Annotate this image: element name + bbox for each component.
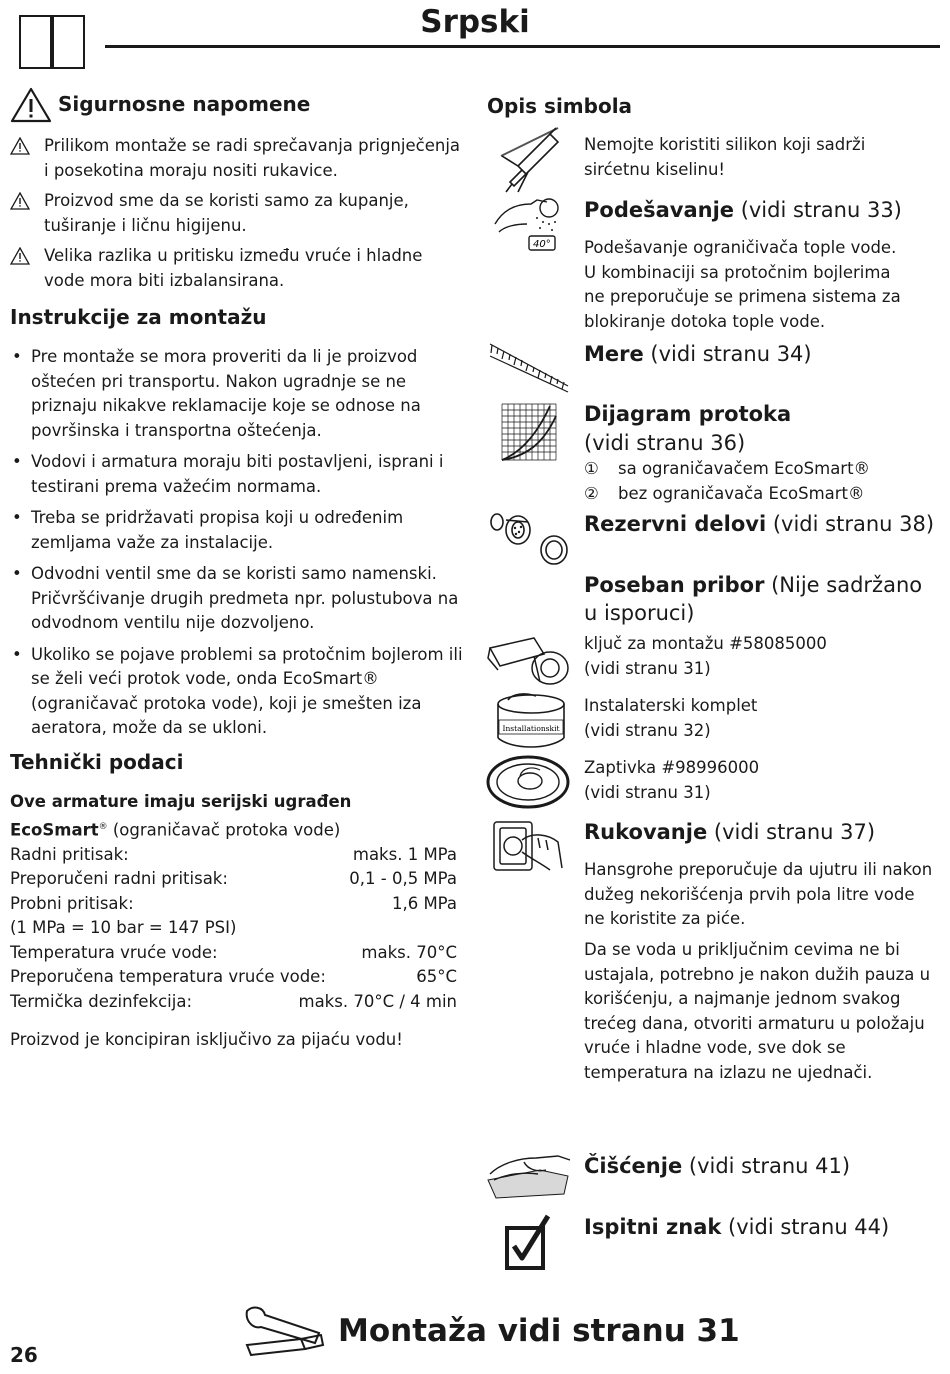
warning-icon [10,247,30,265]
symbols-title: Opis simbola [487,94,633,118]
operation-text-1: Hansgrohe preporučuje da ujutru ili nakon dužeg nekorišćenja prvih pola litre vode ne koristite za piće. [584,860,933,928]
adjust-head: Podešavanje [584,198,735,222]
test-head: Ispitni znak [584,1215,722,1239]
operation-ref: (vidi stranu 37) [707,820,876,844]
flow-diagram-icon [500,402,558,462]
temp-display: 40° [533,239,551,250]
can-label: Installationskit [502,724,560,733]
safety-item [10,189,460,238]
cleaning-heading [584,1152,850,1180]
install-item: • Ukoliko se pojave problemi sa protočnim bojlerom ili se želi veći protok vode, onda EcoSmart® (ograničavač protoka vode), koji je smešten iza aeratora, može da se ukloni. [10,643,465,741]
safety-list [10,134,460,293]
spec-label: Preporučena temperatura vruće vode: [10,967,326,986]
acc-item-line: (vidi stranu 31) [584,782,711,802]
acc-item-key [584,632,827,681]
page-title: Srpski [420,4,530,40]
flow-item-1-num: ① [584,459,599,478]
test-heading [584,1213,889,1241]
spec-value: maks. 1 MPa [352,844,457,864]
tech-title: Tehnički podaci [10,750,184,774]
silicone-text: Nemojte koristiti silikon koji sadrži sirćetnu kiselinu! [584,135,866,179]
operation-head: Rukovanje [584,820,708,844]
spec-label: Termička dezinfekcija: [10,991,193,1011]
adjust-heading [584,196,902,224]
acc-item-line: ključ za montažu #58085000 [584,634,827,653]
spec-row [10,990,457,1015]
measures-ref: (vidi stranu 34) [643,342,812,366]
flow-item-1 [584,457,870,482]
acc-item-seal [584,756,759,805]
install-list [10,345,465,748]
install-item: • Treba se pridržavati propisa koji u određenim zemljama važe za instalacije. [10,506,465,555]
acc-item-kit [584,694,757,743]
spec-label: Probni pritisak: [10,893,134,913]
flow-head: Dijagram protoka [584,402,792,426]
adjust-text: Podešavanje ograničivača tople vode. U kombinaciji sa protočnim bojlerima ne preporučuje se primena sistema za blokiranje dotoka tople vode. [584,238,901,331]
wrench-screwdriver-icon [243,1305,325,1363]
adjust-ref: (vidi stranu 33) [734,198,902,222]
spec-row [10,867,457,892]
ecosmart-brand: EcoSmart [10,820,99,839]
warning-icon [10,192,30,210]
spec-table [10,843,457,1015]
install-title: Instrukcije za montažu [10,305,267,329]
spare-head: Rezervni delovi [584,512,767,536]
spec-row [10,965,457,990]
ecosmart-line: EcoSmart® (ograničavač protoka vode) [10,820,341,839]
tech-subtitle: Ove armature imaju serijski ugrađen [10,792,352,811]
safety-title: Sigurnosne napomene [58,92,311,116]
flow-item-2-text: bez ograničavača EcoSmart® [618,483,865,503]
cleaning-hand-icon [484,1150,572,1200]
cleaning-ref: (vidi stranu 41) [682,1154,851,1178]
faucet-operation-icon [492,818,564,874]
measures-head: Mere [584,342,644,366]
install-item: • Pre montaže se mora proveriti da li je proizvod oštećen pri transportu. Nakon ugradnje se ne priznaju nikakve reklamacije koje se odnose na površinska i transportna oštećenja. [10,345,465,443]
install-item: • Vodovi i armatura moraju biti postavljeni, isprani i testirani prema važećim normama. [10,450,465,499]
operation-text-2: Da se voda u priključnim cevima ne bi ustajala, potrebno je nakon dužih pauza u korišćenju, a najmanje jednom svakog trećeg dana, otvoriti armaturu u položaju vruće i hladne vode, sve dok se temperatura na izlazu ne ujednači. [584,940,931,1082]
flow-item-2-num: ② [584,483,599,503]
spec-label: Temperatura vruće vode: [10,942,218,962]
test-ref: (vidi stranu 44) [721,1215,890,1239]
spare-parts-icon [488,508,570,568]
measures-heading [584,340,812,368]
safety-item [10,244,460,293]
tech-block [10,790,457,1053]
book-icon [18,14,86,70]
spare-ref: (vidi stranu 38) [766,512,935,536]
tech-note: Proizvod je koncipiran isključivo za pijaću vodu! [10,1030,403,1049]
silicone-gun-icon [498,126,562,194]
spec-value: 1,6 MPa [391,893,457,913]
header-rule [105,45,940,48]
flow-item-2 [584,482,870,507]
flow-heading [584,400,791,428]
ruler-icon [488,340,570,394]
acc-item-line: Zaptivka #98996000 [584,758,760,777]
warning-icon [10,87,52,123]
install-item: • Odvodni ventil sme da se koristi samo namenski. Pričvršćivanje drugih predmeta npr. polustubova na odvodnom ventilu nije dozvoljeno. [10,562,465,636]
acc-item-line: Instalaterski komplet [584,696,758,715]
cleaning-head: Čišćenje [584,1154,683,1178]
spec-value: maks. 70°C / 4 min [298,991,457,1011]
flow-ref: (vidi stranu 36) [584,431,746,455]
spec-row [10,916,457,941]
flow-items [584,457,870,506]
spec-row [10,892,457,917]
safety-item-text: Proizvod sme da se koristi samo za kupanje, tuširanje i ličnu higijenu. [44,191,409,235]
spec-value: 65°C [416,967,457,986]
spec-row [10,843,457,868]
test-checkmark-icon [504,1214,554,1272]
seal-icon [486,754,570,810]
spec-value: 0,1 - 0,5 MPa [349,869,457,888]
operation-heading [584,818,875,846]
installation-kit-icon [492,692,570,750]
mounting-key-icon [486,632,572,688]
flow-item-1-text: sa ograničavačem EcoSmart® [618,459,871,478]
spec-row [10,941,457,966]
spare-heading [584,510,934,538]
acc-item-line: (vidi stranu 31) [584,658,711,678]
safety-item-text: Velika razlika u pritisku između vruće i hladne vode mora biti izbalansirana. [44,246,423,290]
temperature-adjust-icon [493,196,567,254]
spec-label: Preporučeni radni pritisak: [10,869,228,888]
spec-label: (1 MPa = 10 bar = 147 PSI) [10,918,237,937]
ecosmart-rest: (ograničavač protoka vode) [107,820,341,839]
page-number: 26 [10,1343,38,1367]
accessories-heading [584,571,934,627]
warning-icon [10,137,30,155]
accessories-ref: (Nije sadržano u isporuci) [584,573,923,625]
acc-item-line: (vidi stranu 32) [584,720,711,740]
footer-title: Montaža vidi stranu 31 [338,1313,740,1349]
spec-label: Radni pritisak: [10,844,129,864]
accessories-head: Poseban pribor [584,573,765,597]
spec-value: maks. 70°C [361,942,457,962]
safety-item [10,134,460,183]
safety-item-text: Prilikom montaže se radi sprečavanja prignječenja i posekotina moraju nositi rukavice. [44,136,461,180]
